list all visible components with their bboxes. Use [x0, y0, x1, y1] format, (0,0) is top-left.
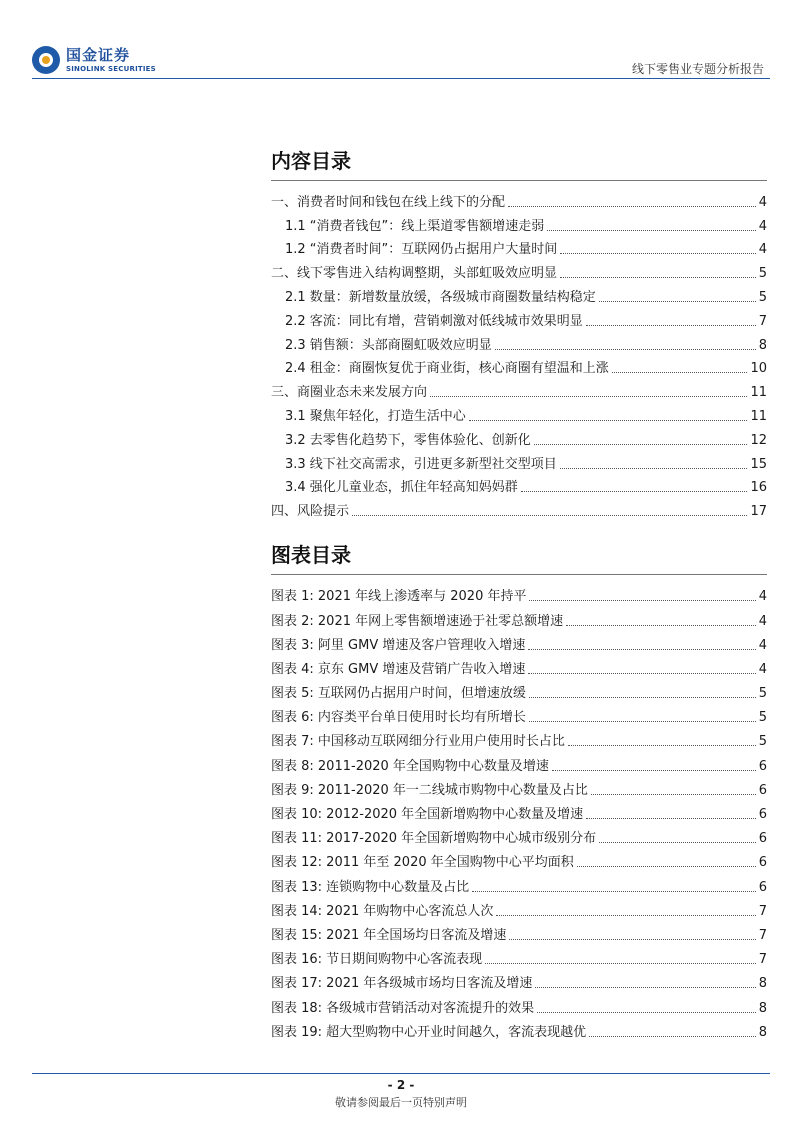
company-logo: [32, 46, 156, 74]
dot-leader: [509, 939, 755, 940]
dot-leader: [496, 915, 755, 916]
figure-entry[interactable]: [271, 750, 767, 774]
dot-leader: [599, 842, 756, 843]
figure-entry-label: 图表 9: 2011-2020 年一二线城市购物中心数量及占比: [271, 782, 588, 798]
figure-entry-page-number: 8: [758, 1024, 767, 1040]
figure-entry-label: 图表 3: 阿里 GMV 增速及客户管理收入增速: [271, 637, 526, 653]
figure-entry[interactable]: [271, 726, 767, 750]
toc-entry-label: 2.1 数量：新增数量放缓，各级城市商圈数量结构稳定: [285, 289, 596, 305]
figure-entry-page-number: 7: [758, 927, 767, 943]
logo-english-name: SINOLINK SECURITIES: [66, 64, 156, 73]
figure-entry-label: 图表 11: 2017-2020 年全国新增购物中心城市级别分布: [271, 831, 597, 847]
figure-entry-label: 图表 2: 2021 年网上零售额增速逊于社零总额增速: [271, 613, 564, 629]
page-content: [271, 146, 767, 1041]
figure-entry-page-number: 7: [758, 903, 767, 919]
toc-entry-label: 2.2 客流：同比有增，营销刺激对低线城市效果明显: [285, 313, 583, 329]
toc-entry[interactable]: [271, 235, 767, 259]
toc-entry[interactable]: [271, 425, 767, 449]
figure-entry-label: 图表 6: 内容类平台单日使用时长均有所增长: [271, 710, 526, 726]
figure-entry[interactable]: [271, 630, 767, 654]
dot-leader: [560, 468, 748, 469]
figure-entry-label: 图表 19: 超大型购物中心开业时间越久，客流表现越优: [271, 1024, 587, 1040]
header-divider: [32, 78, 770, 79]
toc-entry-label: 2.4 租金：商圈恢复优于商业街，核心商圈有望温和上涨: [285, 361, 609, 377]
figure-entry-label: 图表 7: 中国移动互联网细分行业用户使用时长占比: [271, 734, 565, 750]
figure-entry[interactable]: [271, 823, 767, 847]
toc-entry-label: 3.2 去零售化趋势下，零售体验化、创新化: [285, 432, 531, 448]
figure-entry[interactable]: [271, 896, 767, 920]
dot-leader: [591, 794, 756, 795]
dot-leader: [485, 963, 756, 964]
figure-entry-label: 图表 5: 互联网仍占据用户时间，但增速放缓: [271, 686, 526, 702]
toc-entry[interactable]: [271, 473, 767, 497]
dot-leader: [566, 625, 756, 626]
toc-entry-page-number: 11: [750, 408, 767, 424]
figure-entry-page-number: 6: [758, 879, 767, 895]
figure-entry[interactable]: [271, 968, 767, 992]
figure-entry-label: 图表 13: 连锁购物中心数量及占比: [271, 879, 470, 895]
page-number: - 2 -: [387, 1078, 415, 1092]
toc-entry-label: 1.1 “消费者钱包”：线上渠道零售额增速走弱: [285, 218, 545, 234]
figure-entry-label: 图表 4: 京东 GMV 增速及营销广告收入增速: [271, 661, 526, 677]
dot-leader: [508, 206, 756, 207]
figure-entry-page-number: 5: [758, 686, 767, 702]
figure-entry[interactable]: [271, 871, 767, 895]
toc-entry[interactable]: [271, 258, 767, 282]
dot-leader: [586, 325, 756, 326]
toc-entry[interactable]: [271, 282, 767, 306]
figure-entry-page-number: 4: [758, 661, 767, 677]
dot-leader: [535, 987, 755, 988]
dot-leader: [599, 301, 756, 302]
dot-leader: [560, 277, 756, 278]
figure-entry[interactable]: [271, 1017, 767, 1041]
dot-leader: [529, 697, 756, 698]
figure-entry-label: 图表 14: 2021 年购物中心客流总人次: [271, 903, 494, 919]
figure-entry-label: 图表 18: 各级城市营销活动对客流提升的效果: [271, 1000, 535, 1016]
figure-entry[interactable]: [271, 920, 767, 944]
toc-entry-label: 二、线下零售进入结构调整期，头部虹吸效应明显: [271, 266, 558, 282]
toc-entry[interactable]: [271, 187, 767, 211]
figure-entry-page-number: 5: [758, 734, 767, 750]
toc-entry[interactable]: [271, 377, 767, 401]
figure-entry-page-number: 8: [758, 976, 767, 992]
toc-list: [271, 187, 767, 520]
dot-leader: [537, 1012, 756, 1013]
figure-entry-page-number: 8: [758, 1000, 767, 1016]
toc-entry-page-number: 16: [750, 480, 767, 496]
figure-entry-label: 图表 17: 2021 年各级城市场均日客流及增速: [271, 976, 533, 992]
figure-entry-page-number: 5: [758, 710, 767, 726]
figure-entry-label: 图表 1: 2021 年线上渗透率与 2020 年持平: [271, 589, 527, 605]
toc-entry-label: 3.1 聚焦年轻化，打造生活中心: [285, 408, 466, 424]
figure-entry-page-number: 6: [758, 782, 767, 798]
toc-entry-label: 四、风险提示: [271, 504, 350, 520]
toc-entry-page-number: 4: [758, 218, 767, 234]
toc-heading-divider: [271, 180, 767, 181]
figure-entry[interactable]: [271, 702, 767, 726]
toc-entry-page-number: 7: [758, 313, 767, 329]
figure-entry-page-number: 6: [758, 807, 767, 823]
figure-entry-page-number: 6: [758, 758, 767, 774]
dot-leader: [552, 770, 756, 771]
toc-entry[interactable]: [271, 306, 767, 330]
dot-leader: [586, 818, 756, 819]
figure-entry[interactable]: [271, 581, 767, 605]
dot-leader: [529, 600, 755, 601]
figure-heading-divider: [271, 574, 767, 575]
dot-leader: [612, 372, 748, 373]
dot-leader: [521, 491, 748, 492]
figure-entry-page-number: 4: [758, 637, 767, 653]
dot-leader: [560, 253, 755, 254]
toc-entry-page-number: 4: [758, 194, 767, 210]
dot-leader: [352, 515, 747, 516]
toc-entry-page-number: 8: [758, 337, 767, 353]
dot-leader: [577, 866, 756, 867]
toc-entry[interactable]: [271, 449, 767, 473]
disclaimer-note: 敬请参阅最后一页特别声明: [335, 1096, 467, 1109]
toc-entry-page-number: 11: [750, 385, 767, 401]
dot-leader: [528, 673, 755, 674]
figure-entry-label: 图表 12: 2011 年至 2020 年全国购物中心平均面积: [271, 855, 574, 871]
figure-entry[interactable]: [271, 678, 767, 702]
dot-leader: [589, 1036, 756, 1037]
toc-entry-page-number: 5: [758, 266, 767, 282]
toc-entry-label: 3.3 线下社交高需求，引进更多新型社交型项目: [285, 456, 557, 472]
figure-entry-label: 图表 10: 2012-2020 年全国新增购物中心数量及增速: [271, 807, 584, 823]
toc-entry-label: 1.2 “消费者时间”：互联网仍占据用户大量时间: [285, 242, 558, 258]
figure-entry[interactable]: [271, 654, 767, 678]
toc-entry-label: 3.4 强化儿童业态，抓住年轻高知妈妈群: [285, 480, 518, 496]
dot-leader: [495, 349, 756, 350]
toc-entry-page-number: 10: [750, 361, 767, 377]
toc-entry-page-number: 5: [758, 289, 767, 305]
toc-heading: 内容目录: [271, 149, 351, 173]
toc-entry-page-number: 12: [750, 432, 767, 448]
figure-entry[interactable]: [271, 847, 767, 871]
dot-leader: [469, 420, 748, 421]
dot-leader: [529, 721, 756, 722]
figure-entry[interactable]: [271, 992, 767, 1016]
toc-entry-label: 一、消费者时间和钱包在线上线下的分配: [271, 194, 506, 210]
toc-entry[interactable]: [271, 211, 767, 235]
toc-entry[interactable]: [271, 330, 767, 354]
logo-chinese-name: 国金证券: [66, 45, 131, 64]
dot-leader: [547, 230, 755, 231]
toc-entry-label: 三、商圈业态未来发展方向: [271, 385, 428, 401]
toc-entry-page-number: 17: [750, 504, 767, 520]
figure-entry-page-number: 6: [758, 855, 767, 871]
figure-list-heading: 图表目录: [271, 543, 351, 568]
dot-leader: [472, 891, 756, 892]
dot-leader: [568, 745, 756, 746]
page-header: [32, 40, 770, 76]
report-title: 线下零售业专题分析报告: [631, 62, 764, 76]
toc-entry-page-number: 4: [758, 242, 767, 258]
figure-entry[interactable]: [271, 799, 767, 823]
logo-emblem-icon: [32, 46, 60, 74]
figure-entry-page-number: 7: [758, 952, 767, 968]
toc-entry-label: 2.3 销售额：头部商圈虹吸效应明显: [285, 337, 492, 353]
figure-entry[interactable]: [271, 944, 767, 968]
figure-entry-label: 图表 8: 2011-2020 年全国购物中心数量及增速: [271, 758, 549, 774]
dot-leader: [430, 396, 747, 397]
toc-entry[interactable]: [271, 496, 767, 520]
figure-entry-label: 图表 15: 2021 年全国场均日客流及增速: [271, 927, 507, 943]
figure-entry-page-number: 4: [758, 589, 767, 605]
figure-entry-page-number: 6: [758, 831, 767, 847]
footer-divider: [32, 1073, 770, 1074]
toc-entry[interactable]: [271, 354, 767, 378]
dot-leader: [528, 649, 755, 650]
figure-entry[interactable]: [271, 605, 767, 629]
figure-list: [271, 581, 767, 1041]
figure-entry[interactable]: [271, 775, 767, 799]
figure-entry-label: 图表 16: 节日期间购物中心客流表现: [271, 952, 483, 968]
figure-entry-page-number: 4: [758, 613, 767, 629]
toc-entry[interactable]: [271, 401, 767, 425]
toc-entry-page-number: 15: [750, 456, 767, 472]
dot-leader: [534, 444, 748, 445]
